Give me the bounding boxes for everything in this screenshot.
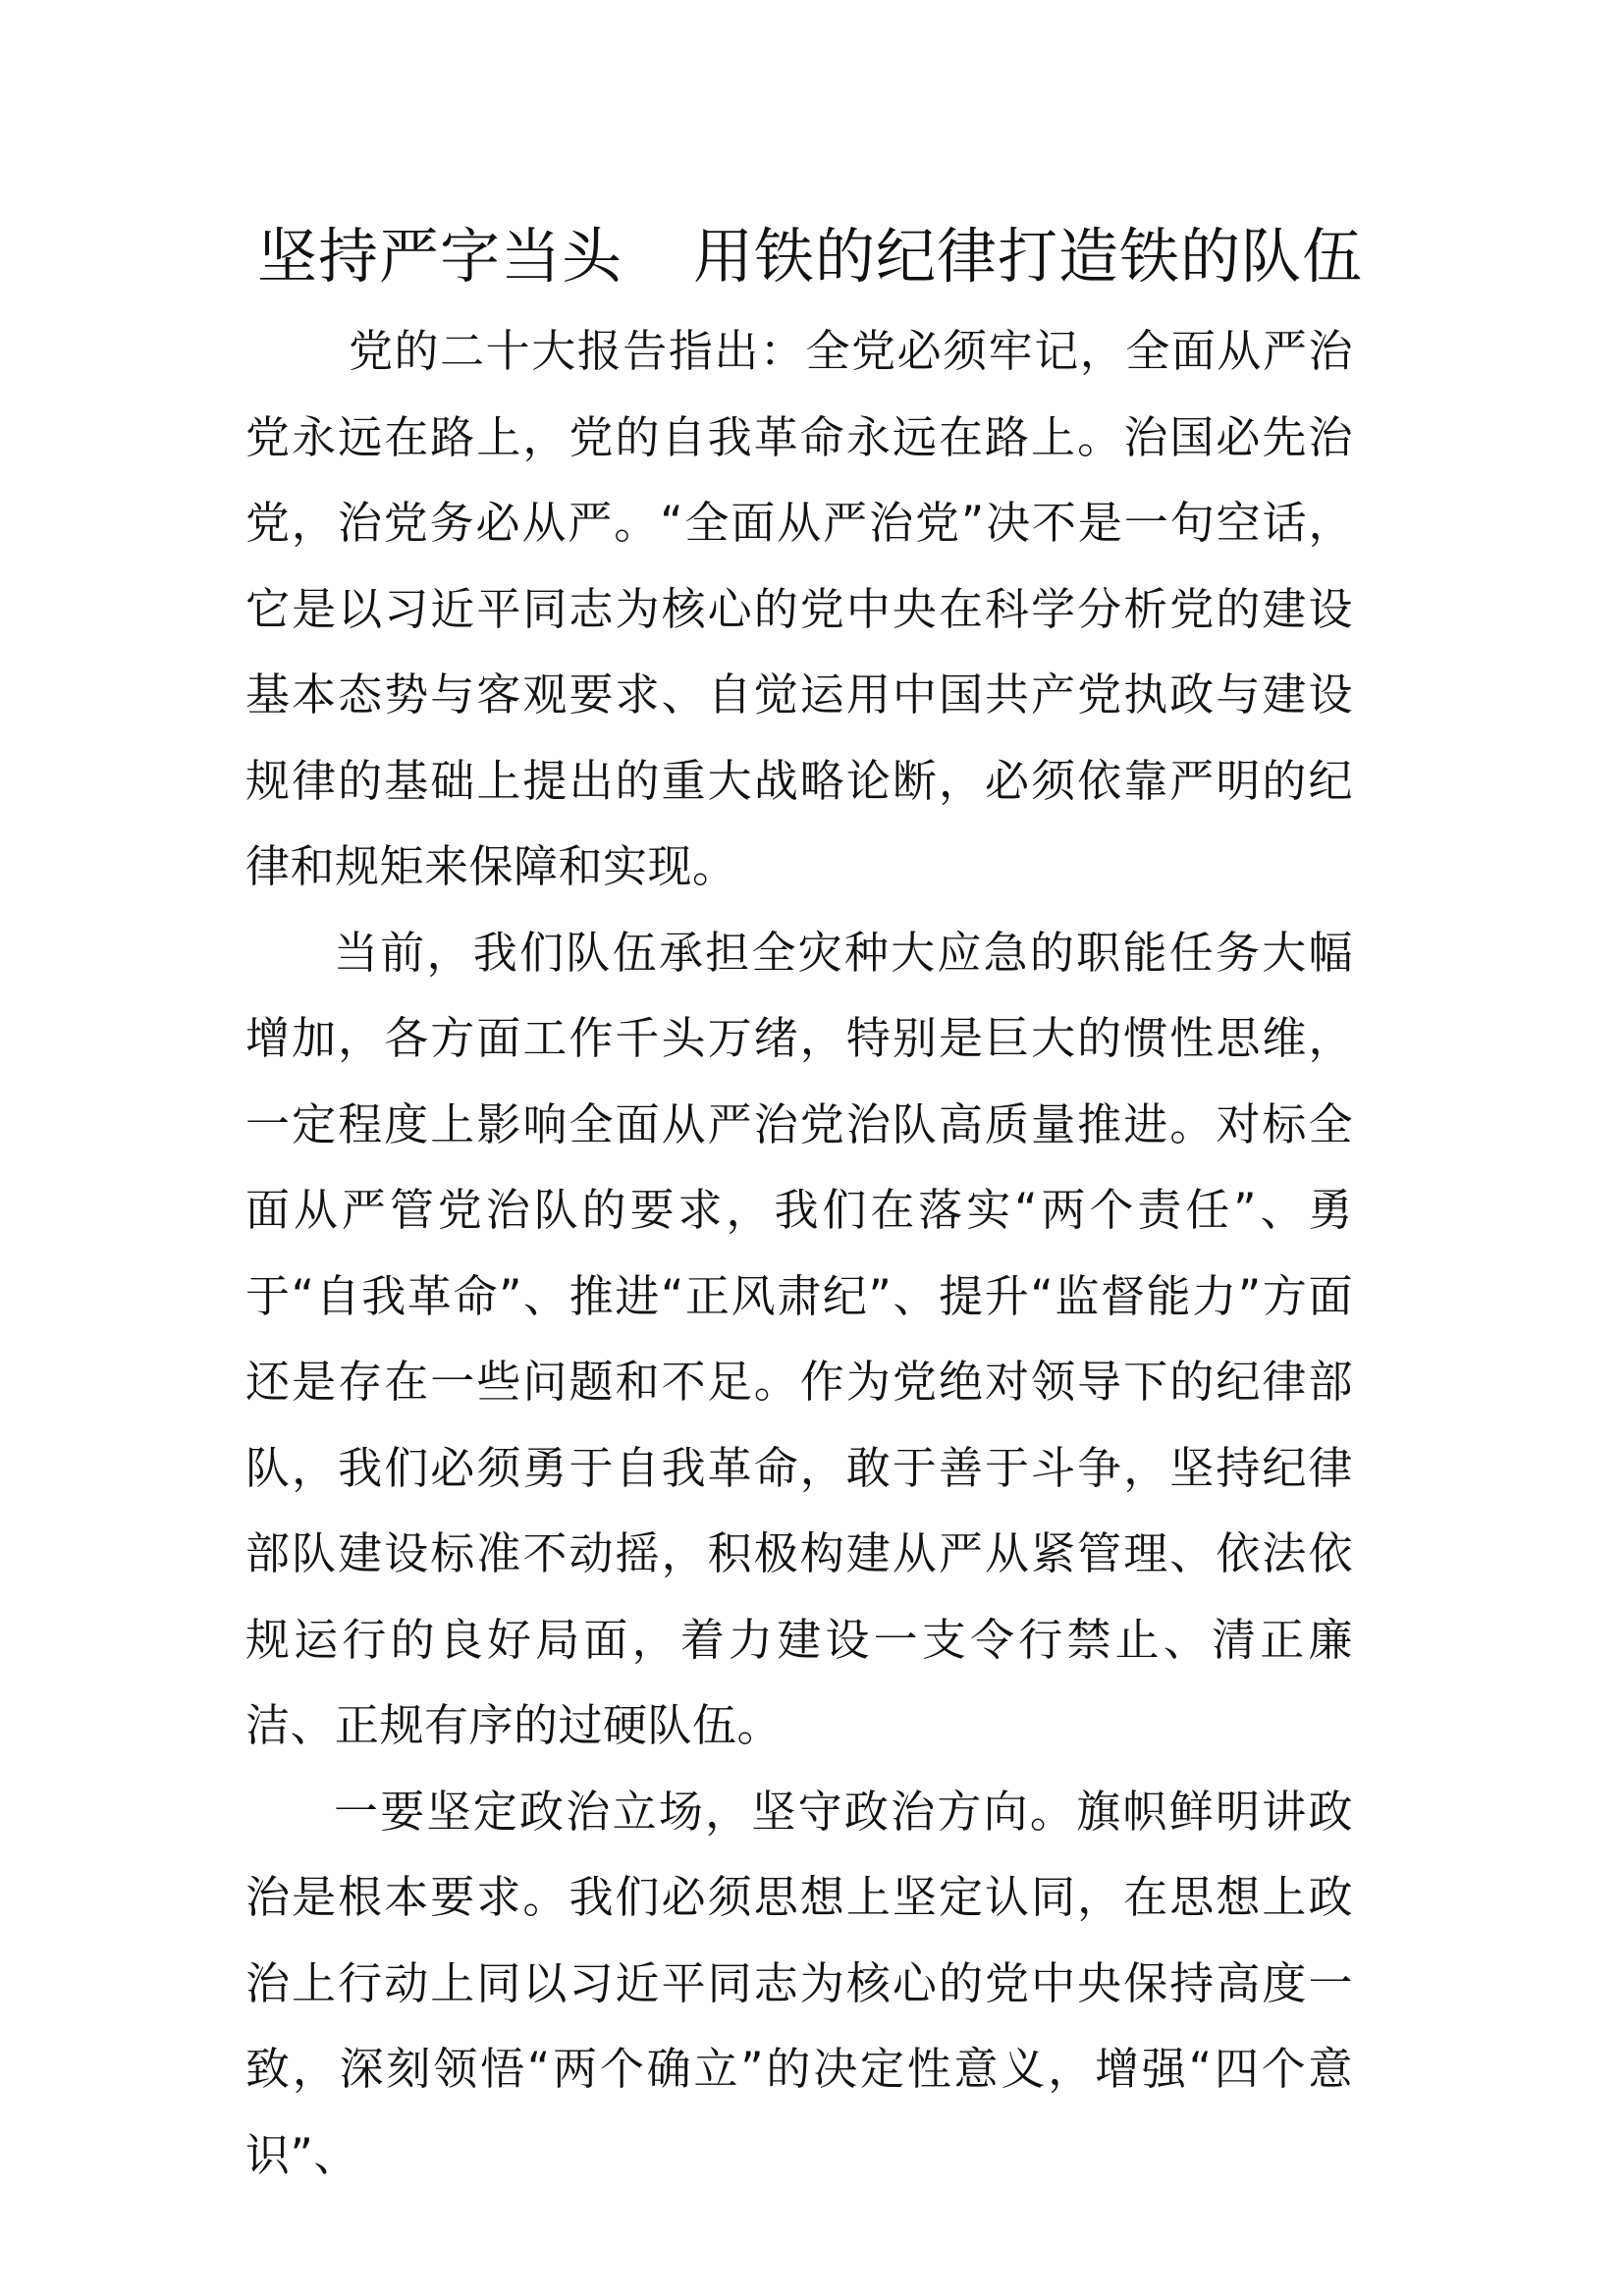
- paragraph-3: 一要坚定政治立场，坚守政治方向。旗帜鲜明讲政治是根本要求。我们必须思想上坚定认同，在思想上政治上行动上同以习近平同志为核心的党中央保持高度一致，深刻领悟“两个确立”的决定性意义，增强“四个意识”、: [245, 1785, 1353, 2181]
- title-part-1: 坚持严字当头: [257, 222, 623, 292]
- paragraph-2: 当前，我们队伍承担全灾种大应急的职能任务大幅增加，各方面工作千头万绪，特别是巨大的惯性思维，一定程度上影响全面从严治党治队高质量推进。对标全面从严管党治队的要求，我们在落实“两个责任”、勇于“自我革命”、推进“正风肃纪”、提升“监督能力”方面还是存在一些问题和不足。作为党绝对领导下的纪律部队，我们必须勇于自我革命，敢于善于斗争，坚持纪律部队建设标准不动摇，积极构建从严从紧管理、依法依规运行的良好局面，着力建设一支令行禁止、清正廉洁、正规有序的过硬队伍。: [245, 926, 1353, 1751]
- title-part-2: 用铁的纪律打造铁的队伍: [693, 222, 1364, 292]
- document-title: [257, 218, 1435, 296]
- document-body: [245, 308, 1353, 2198]
- paragraph-1: 党的二十大报告指出：全党必须牢记，全面从严治党永远在路上，党的自我革命永远在路上。治国必先治党，治党务必从严。“全面从严治党”决不是一句空话，它是以习近平同志为核心的党中央在科学分析党的建设基本态势与客观要求、自觉运用中国共产党执政与建设规律的基础上提出的重大战略论断，必须依靠严明的纪律和规矩来保障和实现。: [245, 325, 1353, 892]
